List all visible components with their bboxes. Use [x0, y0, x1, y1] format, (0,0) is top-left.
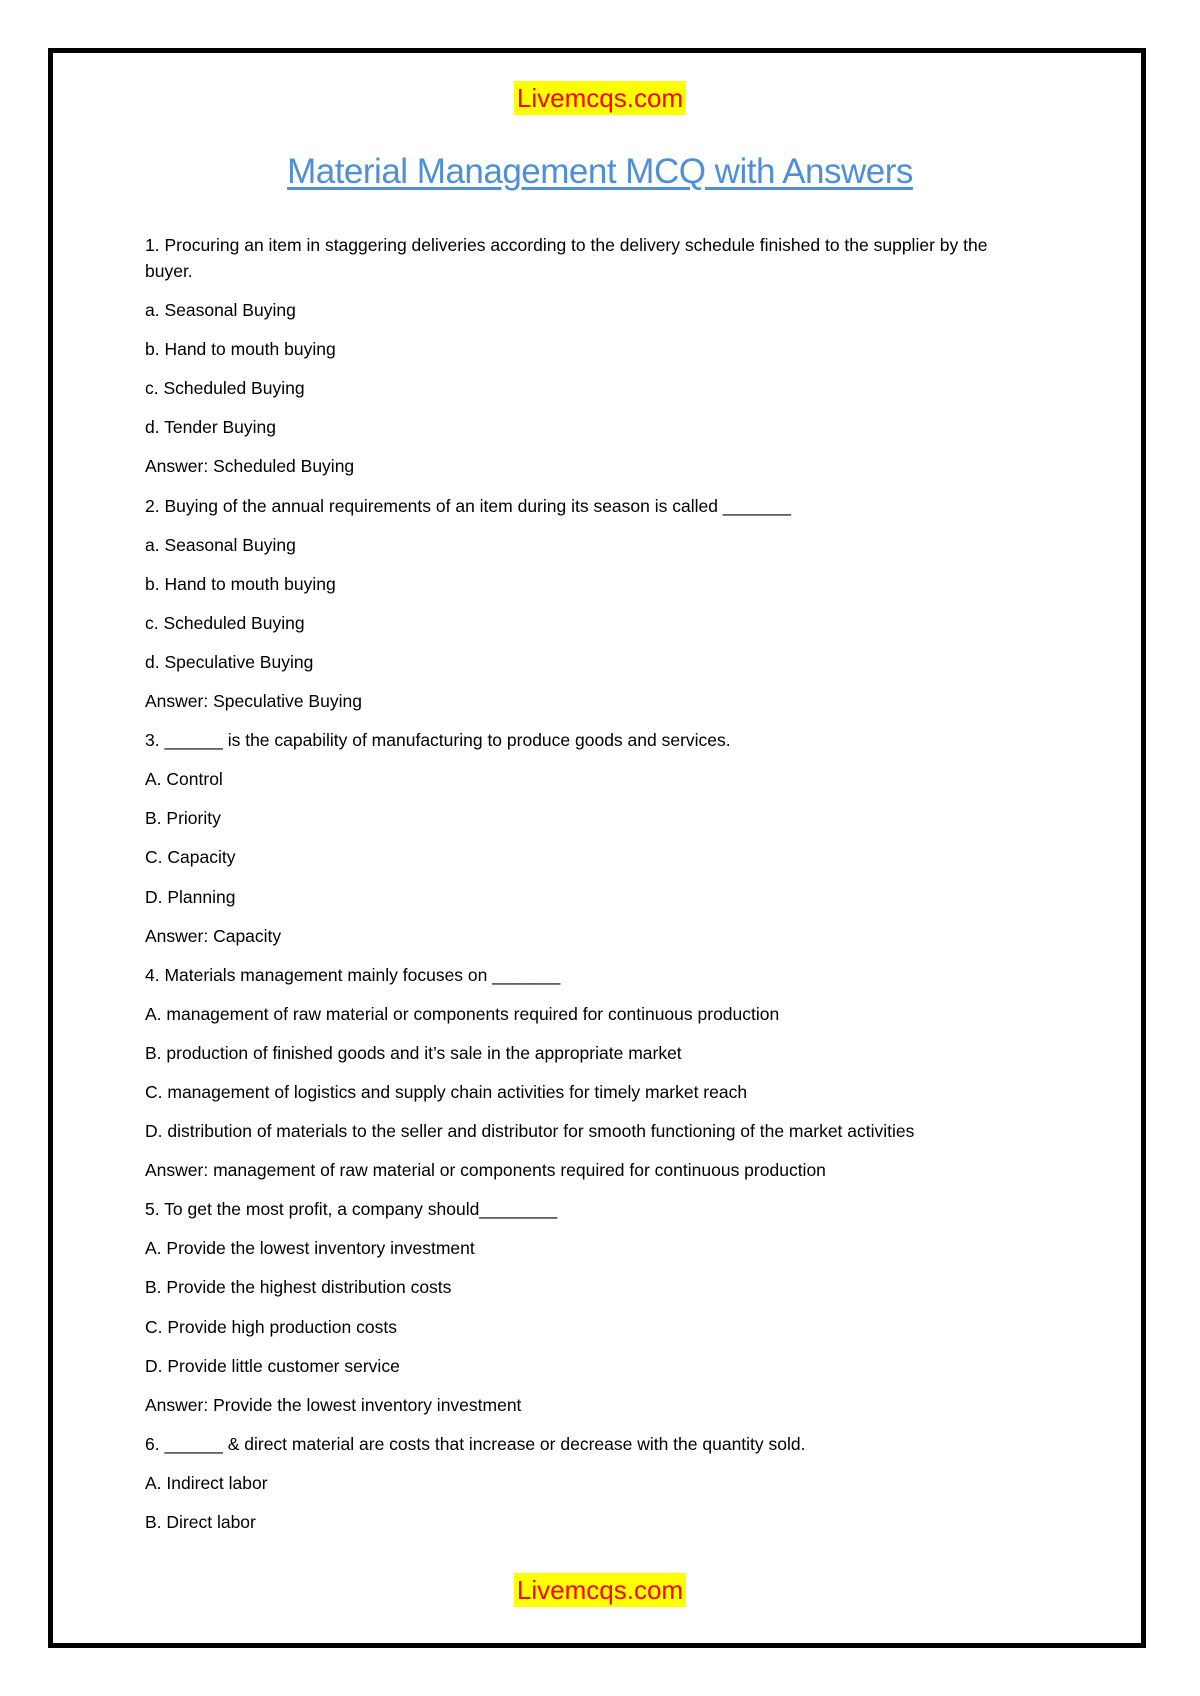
option: c. Scheduled Buying — [145, 612, 305, 633]
option: C. management of logistics and supply chain activities for timely market reach — [145, 1081, 748, 1102]
page-title: Material Management MCQ with Answers — [287, 152, 913, 191]
site-brand-header[interactable] — [0, 81, 1200, 115]
site-brand-label[interactable]: Livemcqs.com — [514, 1573, 686, 1607]
site-brand-label[interactable]: Livemcqs.com — [514, 81, 686, 115]
option: D. Provide little customer service — [145, 1355, 400, 1376]
option: C. Capacity — [145, 847, 236, 868]
option: A. management of raw material or components required for continuous production — [145, 1003, 780, 1024]
option: b. Hand to mouth buying — [145, 339, 336, 360]
option: a. Seasonal Buying — [145, 534, 296, 555]
question-text: 5. To get the most profit, a company should________ — [145, 1199, 558, 1220]
answer: Answer: Provide the lowest inventory investment — [145, 1394, 522, 1415]
option: A. Provide the lowest inventory investment — [145, 1238, 475, 1259]
option: B. Provide the highest distribution costs — [145, 1277, 452, 1298]
answer: Answer: Capacity — [145, 925, 282, 946]
question-text: 4. Materials management mainly focuses on _______ — [145, 964, 561, 985]
site-brand-footer[interactable] — [0, 1573, 1200, 1607]
option: B. Direct labor — [145, 1512, 256, 1532]
question-text: 1. Procuring an item in staggering deliveries according to the delivery schedule finished to the supplier by the — [145, 235, 988, 255]
question-text: 3. ______ is the capability of manufacturing to produce goods and services. — [145, 730, 731, 751]
answer: Answer: Speculative Buying — [145, 691, 362, 712]
option: B. Priority — [145, 808, 221, 829]
option: d. Speculative Buying — [145, 651, 314, 672]
mcq-list — [145, 235, 1060, 1551]
question-text: 2. Buying of the annual requirements of an item during its season is called _______ — [145, 495, 791, 516]
question-text-continued: buyer. — [145, 261, 193, 281]
option: B. production of finished goods and it’s sale in the appropriate market — [145, 1042, 682, 1063]
option: D. distribution of materials to the seller and distributor for smooth functioning of the market activities — [145, 1121, 915, 1142]
option: D. Planning — [145, 886, 236, 907]
option: C. Provide high production costs — [145, 1316, 397, 1337]
option: A. Control — [145, 769, 223, 790]
question-text: 6. ______ & direct material are costs that increase or decrease with the quantity sold. — [145, 1433, 806, 1454]
option: b. Hand to mouth buying — [145, 573, 336, 594]
option: a. Seasonal Buying — [145, 300, 296, 321]
option: d. Tender Buying — [145, 417, 277, 438]
option: c. Scheduled Buying — [145, 378, 305, 399]
answer: Answer: management of raw material or components required for continuous production — [145, 1160, 826, 1181]
option: A. Indirect labor — [145, 1472, 268, 1493]
answer: Answer: Scheduled Buying — [145, 456, 355, 477]
